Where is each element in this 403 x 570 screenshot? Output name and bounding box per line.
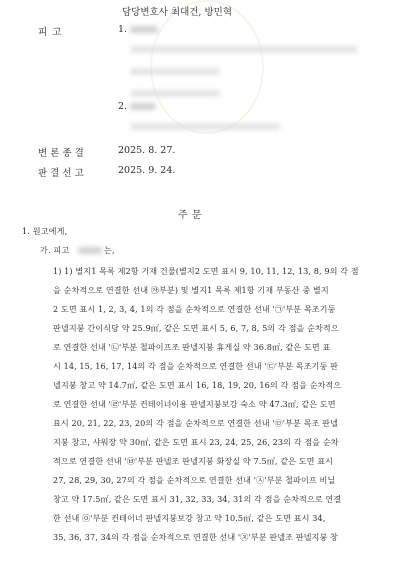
paragraph-line: 1) 1) 별지1 목록 제2항 기재 건물(별지2 도면 표시 9, 10, 11, 12, 13, 8, 9의 각 점	[53, 266, 359, 276]
paragraph-line: 지붕 창고, 샤워장 약 30㎡, 같은 도면 표시 23, 24, 25, 26, 23의 각 점을 순차	[53, 437, 339, 447]
order-item-ga-suffix: 는,	[104, 245, 115, 255]
redacted-defendant-2-address	[130, 123, 280, 130]
paragraph-line: 35, 36, 37, 34의 각 점을 순차적으로 연결한 선내 '㉨'부분 판넬조 판넬지붕 창	[53, 532, 338, 542]
paragraph-line: 로 연결한 선내 '㉣'부분 컨테이너이용 판넬지붕보강 숙소 약 47.3㎡, 같은 도면	[53, 399, 336, 409]
order-item-1: 1. 원고에게,	[22, 226, 68, 236]
defendant-label: 피 고	[38, 27, 62, 38]
redacted-defendant-1-rep	[130, 90, 220, 97]
argument-close-label: 변 론 종 결	[38, 148, 84, 159]
paragraph-line: 창고 약 17.5㎡, 같은 도면 표시 31, 32, 33, 34, 31의 각 점을 순차적으로 연결	[53, 494, 342, 504]
paragraph-line: 을 순차적으로 연결한 선내 ㉮부분) 및 별지1 목록 제1항 기재 부동산 중 별지	[53, 285, 329, 295]
attorneys-line: 담당변호사 최대건, 방민혁	[122, 7, 233, 18]
paragraph-line: 적으로 연결한 선내 '㉥'부분 판넬조 판넬지붕 화장실 약 7.5㎡, 같은 도면 표시	[53, 456, 334, 466]
redacted-defendant-2-name	[130, 103, 156, 110]
paragraph-line: 표시 20, 21, 22, 23, 20의 각 점을 순차적으로 연결한 선내 '㉤'부분 목조 판넬	[53, 418, 338, 428]
defendant-1-number: 1.	[118, 24, 128, 35]
redacted-defendant-1-detail	[130, 68, 220, 75]
paragraph-line: 로 연결한 선내 '㉡'부분 철파이프조 판넬지붕 휴게실 약 36.8㎡, 같은 도면 표	[53, 342, 331, 352]
order-item-ga-prefix: 가. 피고	[40, 245, 70, 255]
redacted-defendant-1-name	[130, 26, 158, 33]
paragraph-line: 한 선내 ㉧'부분 컨테이너 판넬지붕보강 창고 약 10.5㎡, 같은 도면 표시 34,	[53, 513, 326, 523]
paragraph-line: 판넬지붕 간이식당 약 25.9㎡, 같은 도면 표시 5, 6, 7, 8, 5의 각 점을 순차적으	[53, 323, 339, 333]
judgment-date: 2025. 9. 24.	[118, 165, 176, 176]
judgment-label: 판 결 선 고	[38, 168, 84, 179]
defendant-2-number: 2.	[118, 101, 128, 112]
court-seal-watermark	[150, 0, 264, 134]
redacted-defendant-name-inline	[78, 247, 102, 254]
paragraph-line: 넬지붕 창고 약 14.7㎡, 같은 도면 표시 16, 18, 19, 20, 16의 각 점을 순차적으	[53, 380, 342, 390]
paragraph-line: 27, 28, 29, 30, 27의 각 점을 순차적으로 연결한 선내 '㉦'부분 철파이프 비닐	[53, 475, 336, 485]
redacted-defendant-1-address	[130, 46, 358, 53]
paragraph-line: 시 14, 15, 16, 17, 14의 각 점을 순차적으로 연결한 선내 '㉢'부분 목조기둥 판	[53, 361, 338, 371]
order-title: 주 문	[178, 210, 202, 221]
paragraph-line: 2 도면 표시 1, 2, 3, 4, 1의 각 점을 순차적으로 연결한 선내 '㉠'부분 목조기둥	[53, 304, 336, 314]
argument-close-date: 2025. 8. 27.	[118, 145, 176, 156]
